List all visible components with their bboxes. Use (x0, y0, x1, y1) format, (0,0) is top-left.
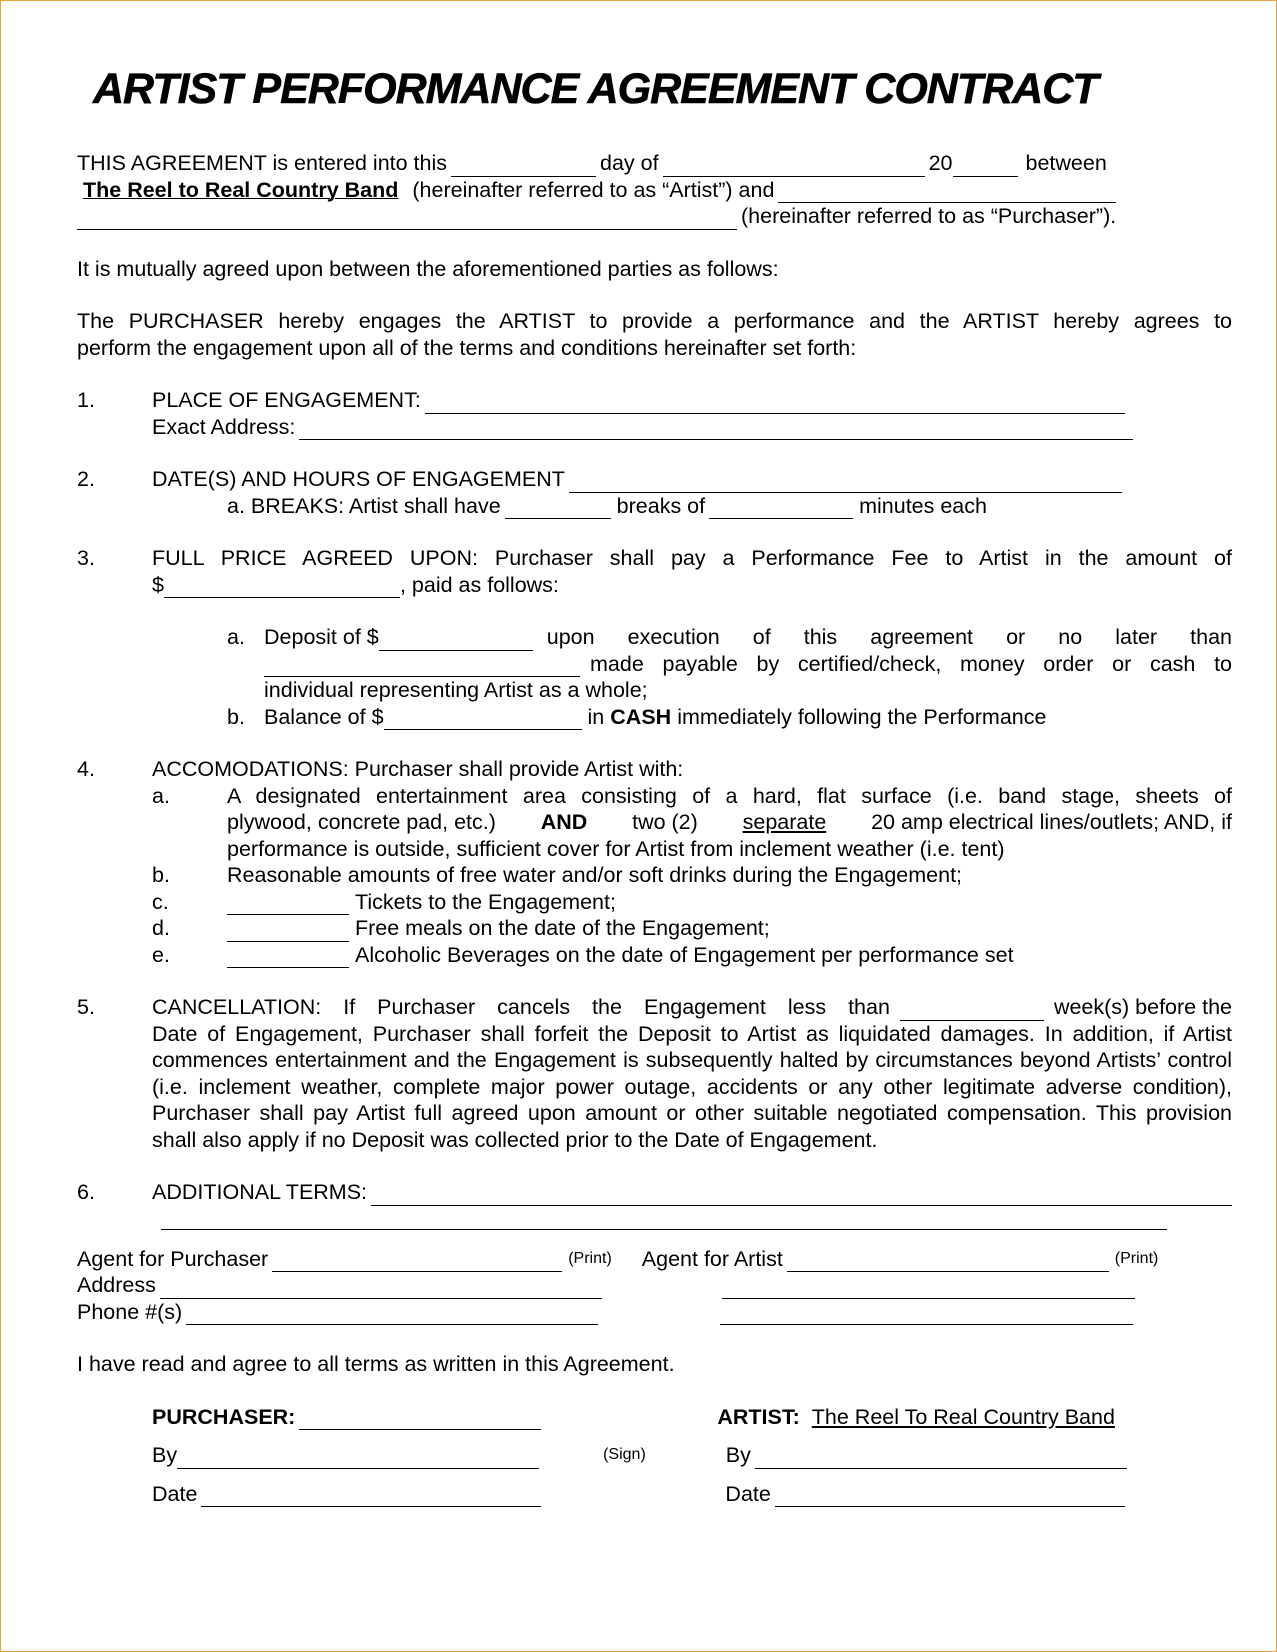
deposit-amount-field[interactable] (379, 632, 533, 651)
purchaser-phone-field[interactable] (186, 1306, 598, 1325)
agreement-statement: I have read and agree to all terms as written in this Agreement. (77, 1352, 675, 1376)
accommodation-a-1: a. A designated entertainment area consisting of a hard, flat surface (i.e. band stage, sheets of (152, 783, 1232, 808)
break-minutes-field[interactable] (709, 500, 853, 519)
deposit-due-date-field[interactable] (264, 658, 580, 677)
date-hours-field[interactable] (569, 474, 1122, 493)
artist-signature-name: The Reel To Real Country Band (811, 1404, 1115, 1429)
purchaser-name-field-2[interactable] (77, 211, 737, 230)
mutual-agreement-text: It is mutually agreed upon between the aforementioned parties as follows: (77, 256, 779, 281)
accommodation-d: d. Free meals on the date of the Engagement; (152, 916, 770, 940)
signature-title-row: PURCHASER: ARTIST: The Reel To Real Country Band (152, 1404, 1115, 1429)
accommodation-b: b. Reasonable amounts of free water and/or soft drinks during the Engagement; (152, 863, 963, 887)
section-date-hours: 2. DATE(S) AND HOURS OF ENGAGEMENT (77, 466, 1232, 493)
exact-address-field[interactable] (299, 421, 1133, 440)
agent-artist-field[interactable] (787, 1253, 1109, 1272)
section-accommodations: 4. ACCOMODATIONS: Purchaser shall provide Artist with: (77, 757, 684, 781)
section-breaks: a. BREAKS: Artist shall have breaks of minutes each (227, 493, 987, 518)
section-additional-terms-2 (77, 1206, 1232, 1230)
purchaser-date-field[interactable] (201, 1488, 541, 1507)
section-cancellation: 5. CANCELLATION: If Purchaser cancels the Engagement less than week(s) before the (77, 995, 1232, 1019)
agent-row: Agent for Purchaser (Print) Agent for Artist (Print) (77, 1246, 1159, 1271)
accommodation-a-2: plywood, concrete pad, etc.) AND two (2) separate 20 amp electrical lines/outlets; AND, if (227, 810, 1232, 834)
accommodation-c: c. Tickets to the Engagement; (152, 889, 616, 914)
section-balance: b. Balance of $ in CASH immediately following the Performance (227, 704, 1047, 729)
contract-body (77, 150, 1232, 1507)
cancellation-weeks-field[interactable] (900, 1002, 1044, 1021)
intro-line-2: The Reel to Real Country Band (hereinafter referred to as “Artist”) and (77, 177, 1232, 204)
agreement-year-field[interactable] (953, 158, 1018, 177)
section-additional-terms: 6. ADDITIONAL TERMS: (77, 1179, 1232, 1206)
purchaser-name-field-1[interactable] (778, 184, 1116, 203)
signature-by-row: By (Sign) By (77, 1442, 1232, 1469)
place-of-engagement-field[interactable] (425, 395, 1125, 414)
section-price-amount: $ , paid as follows: (152, 572, 559, 597)
balance-amount-field[interactable] (384, 711, 582, 730)
agreement-month-field[interactable] (663, 158, 925, 177)
accommodation-a-3: performance is outside, sufficient cover for Artist from inclement weather (i.e. tent) (227, 836, 1005, 861)
address-row: Address (77, 1272, 1232, 1299)
cancellation-text: Date of Engagement, Purchaser shall forfeit the Deposit to Artist as liquidated damages. In addition, if Artist commences entertainment and the Engagement is subsequently halted by circumstances beyond Artists’ control (i.e. inclement weather, complete major power outage, accidents or any other legitimate adverse condition), Purchaser shall pay Artist full agreed upon amount or other suitable negotiated compensation. This provision shall also apply if no Deposit was collected prior to the Date of Engagement. (152, 1021, 1232, 1152)
beverages-count-field[interactable] (227, 949, 349, 968)
phone-row: Phone #(s) (77, 1299, 1232, 1326)
artist-phone-field[interactable] (720, 1306, 1133, 1325)
meals-count-field[interactable] (227, 923, 349, 942)
intro-line-3: (hereinafter referred to as “Purchaser”). (77, 203, 1232, 230)
section-price: 3. FULL PRICE AGREED UPON: Purchaser shall pay a Performance Fee to Artist in the amount of (77, 546, 1232, 570)
artist-by-field[interactable] (755, 1450, 1127, 1469)
section-place: 1. PLACE OF ENGAGEMENT: (77, 387, 1232, 414)
purchaser-address-field[interactable] (160, 1280, 602, 1299)
accommodation-e: e. Alcoholic Beverages on the date of Engagement per performance set (152, 942, 1014, 967)
signature-date-row: Date Date (77, 1481, 1232, 1508)
section-deposit-2: made payable by certified/check, money order or cash to (77, 651, 1232, 678)
full-price-field[interactable] (164, 579, 400, 598)
artist-address-field[interactable] (722, 1280, 1135, 1299)
purchaser-by-field[interactable] (177, 1450, 539, 1469)
section-deposit-3: individual representing Artist as a whole; (264, 678, 648, 702)
section-deposit: a. Deposit of $ upon execution of this agreement or no later than (227, 625, 1232, 649)
additional-terms-field-2[interactable] (161, 1211, 1167, 1230)
agent-purchaser-field[interactable] (272, 1253, 562, 1272)
engagement-text-1: The PURCHASER hereby engages the ARTIST to provide a performance and the ARTIST hereby agrees to (77, 309, 1232, 333)
page-title: ARTIST PERFORMANCE AGREEMENT CONTRACT (93, 65, 1098, 113)
agreement-day-field[interactable] (451, 158, 596, 177)
artist-date-field[interactable] (775, 1488, 1125, 1507)
section-address: Exact Address: (77, 414, 1232, 441)
breaks-count-field[interactable] (505, 500, 611, 519)
additional-terms-field-1[interactable] (371, 1187, 1232, 1206)
purchaser-signature-name-field[interactable] (299, 1411, 541, 1430)
tickets-count-field[interactable] (227, 896, 349, 915)
engagement-text-2: perform the engagement upon all of the terms and conditions hereinafter set forth: (77, 335, 857, 360)
artist-name: The Reel to Real Country Band (83, 177, 399, 202)
intro-line-1: THIS AGREEMENT is entered into this day of 20 between (77, 151, 1107, 175)
